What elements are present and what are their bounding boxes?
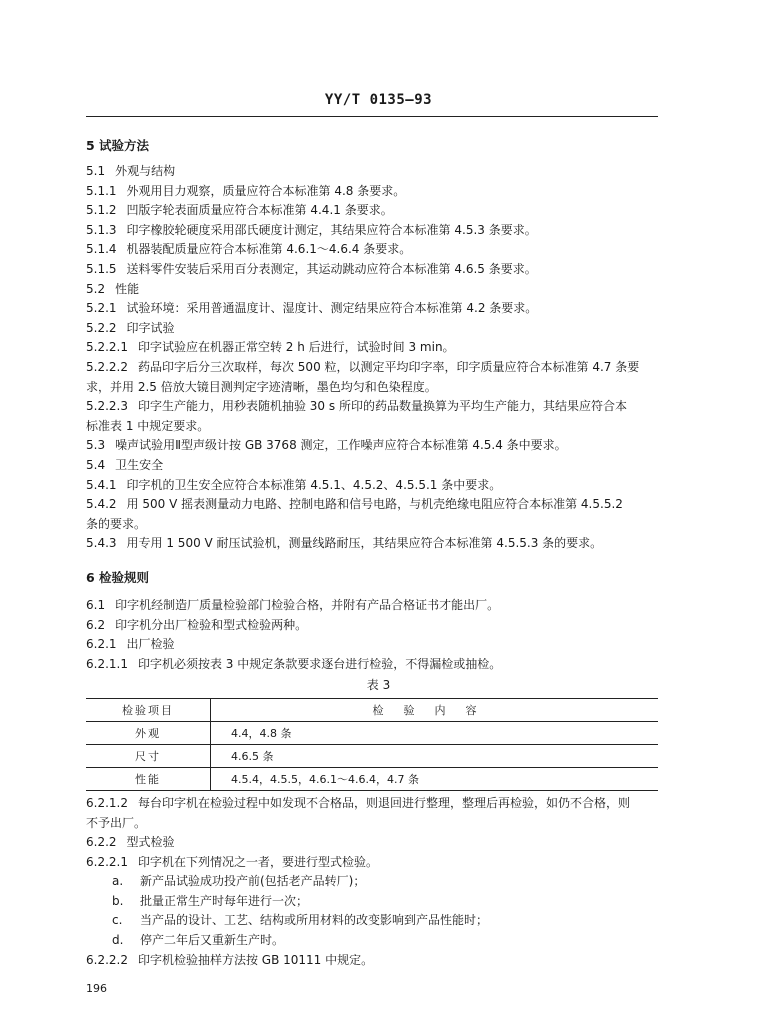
clause-5-1-3 xyxy=(86,222,537,238)
clause-number: 6.2.2 xyxy=(86,835,117,850)
clause-text: 印字机检验抽样方法按 GB 10111 中规定。 xyxy=(137,953,374,967)
list-item-marker: a. xyxy=(112,874,124,888)
clause-text: 印字试验 xyxy=(126,320,175,335)
table-row xyxy=(86,722,658,745)
clause-5-4-1 xyxy=(86,477,501,493)
clause-number: 5.4.2 xyxy=(86,497,117,512)
clause-number: 5.4.1 xyxy=(86,477,117,492)
clause-number: 6.2.2.1 xyxy=(86,854,128,869)
section-6-title: 6 检验规则 xyxy=(86,570,150,585)
clause-text: 每台印字机在检验过程中如发现不合格品，则退回进行整理，整理后再检验，如仍不合格，则 xyxy=(137,796,630,810)
clause-text: 噪声试验用Ⅱ型声级计按 GB 3768 测定，工作噪声应符合本标准第 4.5.4 条中要求。 xyxy=(115,438,567,453)
clause-5-2-2-3 xyxy=(86,398,627,414)
table-cell-item: 外观 xyxy=(86,722,211,745)
clause-text: 型式检验 xyxy=(126,835,175,850)
clause-5-2-2-2 xyxy=(86,359,639,375)
table-row xyxy=(86,745,658,768)
clause-continuation xyxy=(86,815,146,831)
clause-number: 5.4 xyxy=(86,458,106,472)
clause-6-2 xyxy=(86,617,307,633)
clause-number: 5.2 xyxy=(86,281,106,296)
clause-5-2 xyxy=(86,281,139,297)
clause-6-2-2-2 xyxy=(86,952,373,968)
clause-5-1-2 xyxy=(86,202,393,218)
clause-6-2-2 xyxy=(86,834,175,850)
list-item xyxy=(112,932,284,948)
clause-continuation xyxy=(86,418,209,434)
clause-number: 5.1.4 xyxy=(86,242,117,257)
clause-5-2-2 xyxy=(86,320,175,336)
clause-text: 凹版字轮表面质量应符合本标准第 4.4.1 条要求。 xyxy=(126,203,393,218)
clause-6-2-2-1 xyxy=(86,854,378,870)
clause-number: 6.2.1.1 xyxy=(86,656,128,671)
clause-5-4-3 xyxy=(86,535,602,551)
table-row xyxy=(86,768,658,791)
list-item-text: 批量正常生产时每年进行一次； xyxy=(140,893,309,908)
list-item-text: 停产二年后又重新生产时。 xyxy=(140,932,285,947)
clause-text: 用专用 1 500 V 耐压试验机，测量线路耐压，其结果应符合本标准第 4.5.5.3 条的要求。 xyxy=(126,536,603,551)
clause-number: 5.1.2 xyxy=(86,203,117,218)
clause-number: 5.2.1 xyxy=(86,301,117,316)
clause-text: 出厂检验 xyxy=(126,637,175,651)
clause-6-2-1-2 xyxy=(86,795,630,811)
table-cell-content: 4.6.5 条 xyxy=(211,745,659,768)
clause-text: 不予出厂。 xyxy=(86,815,147,830)
clause-text: 性能 xyxy=(115,281,140,296)
table-header-row xyxy=(86,699,658,722)
clause-number: 5.3 xyxy=(86,438,106,453)
table-header-content: 检验内容 xyxy=(211,699,659,722)
clause-text: 条的要求。 xyxy=(86,516,147,531)
table-3-caption: 表 3 xyxy=(366,678,391,692)
clause-continuation xyxy=(86,516,146,532)
standard-code-header: YY/T 0135—93 xyxy=(324,92,433,108)
clause-text: 卫生安全 xyxy=(115,458,164,472)
clause-number: 5.1.1 xyxy=(86,183,117,198)
list-item-text: 当产品的设计、工艺、结构或所用材料的改变影响到产品性能时； xyxy=(140,913,489,928)
list-item xyxy=(112,873,365,889)
clause-text: 试验环境：采用普通温度计、湿度计、测定结果应符合本标准第 4.2 条要求。 xyxy=(126,301,538,316)
clause-number: 6.2.1.2 xyxy=(86,796,128,810)
clause-text: 印字试验应在机器正常空转 2 h 后进行，试验时间 3 min。 xyxy=(137,340,455,355)
clause-number: 6.1 xyxy=(86,598,106,612)
clause-text: 印字机在下列情况之一者，要进行型式检验。 xyxy=(137,854,378,869)
clause-text: 用 500 V 摇表测量动力电路、控制电路和信号电路，与机壳绝缘电阻应符合本标准第 4.5.5.2 xyxy=(126,497,623,512)
clause-5-1-5 xyxy=(86,261,537,277)
clause-5-1-4 xyxy=(86,241,411,257)
clause-text: 求，并用 2.5 倍放大镜目测判定字迹清晰，墨色均匀和色染程度。 xyxy=(86,379,437,394)
clause-number: 6.2.1 xyxy=(86,637,117,651)
clause-text: 标准表 1 中规定要求。 xyxy=(86,418,210,433)
clause-5-1-1 xyxy=(86,183,405,199)
list-item xyxy=(112,912,488,928)
table-3 xyxy=(86,698,658,791)
table-header-item: 检验项目 xyxy=(86,699,211,722)
table-cell-content: 4.4，4.8 条 xyxy=(211,722,659,745)
clause-number: 5.1.5 xyxy=(86,262,117,276)
clause-number: 5.2.2.3 xyxy=(86,399,128,414)
list-item xyxy=(112,893,308,909)
table-cell-item: 性能 xyxy=(86,768,211,791)
table-cell-item: 尺寸 xyxy=(86,745,211,768)
clause-text: 送料零件安装后采用百分表测定，其运动跳动应符合本标准第 4.6.5 条要求。 xyxy=(126,262,537,276)
clause-6-1 xyxy=(86,597,499,613)
clause-5-4 xyxy=(86,457,163,473)
clause-text: 印字机的卫生安全应符合本标准第 4.5.1、4.5.2、4.5.5.1 条中要求。 xyxy=(126,477,502,492)
table-cell-content: 4.5.4，4.5.5，4.6.1～4.6.4，4.7 条 xyxy=(211,768,659,791)
clause-6-2-1 xyxy=(86,636,175,652)
clause-text: 印字机必须按表 3 中规定条款要求逐台进行检验，不得漏检或抽检。 xyxy=(137,656,502,671)
clause-text: 外观与结构 xyxy=(115,164,176,178)
clause-text: 印字生产能力，用秒表随机抽验 30 s 所印的药品数量换算为平均生产能力，其结果应符合本 xyxy=(137,399,627,414)
clause-5-2-1 xyxy=(86,300,537,316)
clause-number: 5.1 xyxy=(86,164,106,178)
clause-number: 5.1.3 xyxy=(86,222,117,237)
clause-number: 5.4.3 xyxy=(86,536,117,551)
clause-number: 5.2.2.1 xyxy=(86,340,128,355)
clause-text: 机器装配质量应符合本标准第 4.6.1～4.6.4 条要求。 xyxy=(126,242,412,257)
clause-text: 外观用目力观察，质量应符合本标准第 4.8 条要求。 xyxy=(126,183,406,198)
clause-text: 印字橡胶轮硬度采用邵氏硬度计测定，其结果应符合本标准第 4.5.3 条要求。 xyxy=(126,222,537,237)
list-item-marker: d. xyxy=(112,932,124,947)
clause-text: 药品印字后分三次取样，每次 500 粒，以测定平均印字率，印字质量应符合本标准第 4.7 条要 xyxy=(137,360,640,374)
clause-number: 5.2.2 xyxy=(86,320,117,335)
clause-5-4-2 xyxy=(86,496,623,512)
clause-5-3 xyxy=(86,437,567,453)
header-rule xyxy=(86,116,658,117)
clause-5-2-2-1 xyxy=(86,339,455,355)
list-item-text: 新产品试验成功投产前(包括老产品转厂)； xyxy=(140,874,366,888)
clause-number: 6.2.2.2 xyxy=(86,953,128,967)
clause-number: 5.2.2.2 xyxy=(86,360,128,374)
clause-6-2-1-1 xyxy=(86,656,501,672)
clause-text: 印字机分出厂检验和型式检验两种。 xyxy=(115,617,308,632)
clause-5-1 xyxy=(86,163,175,179)
list-item-marker: c. xyxy=(112,913,123,928)
clause-number: 6.2 xyxy=(86,617,106,632)
page-number: 196 xyxy=(86,982,107,995)
clause-text: 印字机经制造厂质量检验部门检验合格，并附有产品合格证书才能出厂。 xyxy=(115,598,500,612)
list-item-marker: b. xyxy=(112,893,124,908)
section-5-title: 5 试验方法 xyxy=(86,138,150,153)
clause-continuation xyxy=(86,379,437,395)
